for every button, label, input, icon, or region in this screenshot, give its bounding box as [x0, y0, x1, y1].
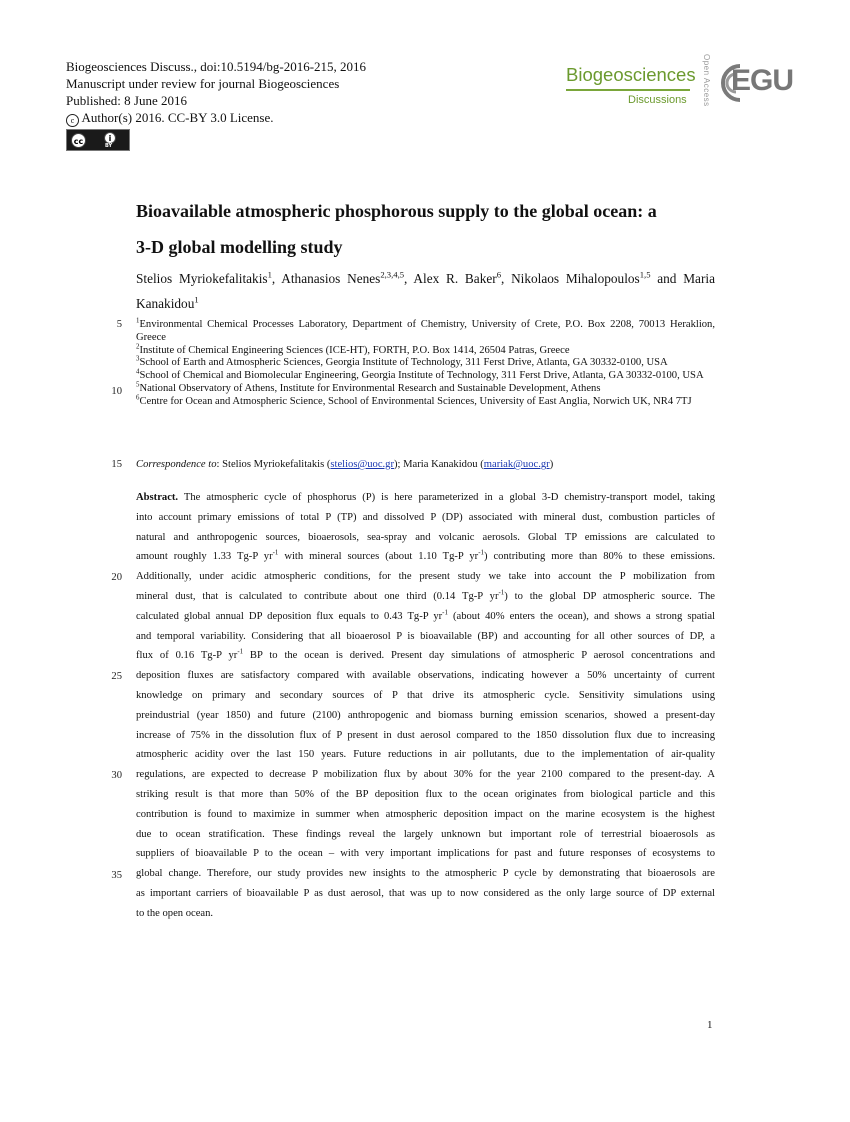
- abstract-line: increase of 75% in the dissolution flux of P present in dust aerosol compared to the 1850 dissolution flux due to increasing: [136, 729, 715, 741]
- email-link-myriokefalitakis[interactable]: stelios@uoc.gr: [330, 459, 395, 470]
- abstract-line: calculated global annual DP deposition flux equals to 0.43 Tg-P $yr^{-1}$ (about 40% enters the ocean), and shows a strong spatial: [136, 609, 715, 622]
- abstract-line: regulations, are expected to decrease P mobilization flux by about 30% for the year 2100 compared to the present-day. A: [136, 769, 715, 781]
- affiliation-number: 3: [136, 355, 140, 363]
- author-name: Maria Kanakidou: [136, 271, 715, 311]
- affiliation-item: [136, 396, 715, 409]
- abstract-line: due to ocean stratification. These findings reveal the largely unknown but important role of terrestrial bioaerosols as: [136, 828, 715, 840]
- correspondence: [136, 459, 715, 472]
- abstract-line: suppliers of bioavailable P to the ocean – with very important implications for past and future responses of ecosystems to: [136, 848, 715, 860]
- affiliation-text: School of Earth and Atmospheric Sciences, Georgia Institute of Technology, 311 Ferst Drive, Atlanta, GA 30332-0100, USA: [139, 357, 668, 369]
- abstract-line: striking result is that more than 50% of the BP deposition flux to the ocean originates from biological particle and this: [136, 788, 715, 800]
- by-label: BY: [105, 143, 113, 149]
- abstract-line: Additionally, under acidic atmospheric conditions, for the present study we take into account the P mobilization from: [136, 571, 715, 583]
- line-number-25: 25: [111, 671, 122, 682]
- affiliation-item: [136, 370, 715, 383]
- copyright-line: [66, 110, 274, 127]
- abstract-line: preindustrial (year 1850) and future (2100) anthropogenic and biomass burning emission scenarios, showed a present-day: [136, 709, 715, 721]
- superscript: -1: [498, 589, 505, 597]
- review-status: Manuscript under review for journal Biogeosciences: [66, 76, 340, 91]
- page-number: 1: [707, 1019, 713, 1031]
- abstract-line: natural and anthropogenic sources, bioaerosols, sea-spray and volcanic aerosols. Global TP emissions are calculated to: [136, 531, 715, 543]
- published-date: Published: 8 June 2016: [66, 93, 187, 108]
- affiliation-number: 2: [136, 343, 140, 351]
- author-name: Alex R. Baker: [413, 271, 497, 286]
- superscript: -1: [442, 609, 448, 617]
- abstract-line: global change. Therefore, our study provides new insights to the atmospheric P cycle by demonstrating that bioaerosols are: [136, 868, 715, 880]
- paper-title: [136, 193, 716, 265]
- abstract-line: as important carriers of bioavailable P as dust aerosol, that was up to now considered as the only large source of DP external: [136, 887, 715, 899]
- affiliation-item: [136, 357, 715, 370]
- journal-logo-subtitle: Discussions: [628, 94, 687, 106]
- abstract: [136, 488, 715, 924]
- abstract-line: and temporal variability. Considering that all bioaerosol P is bioavailable (BP) and accounting for all other sources of DP, a: [136, 630, 715, 642]
- cc-by-license-badge[interactable]: [66, 129, 130, 151]
- affiliation-number: 5: [136, 381, 140, 389]
- journal-logo-title: Biogeosciences: [566, 64, 696, 85]
- superscript: -1: [478, 549, 484, 557]
- affiliation-item: [136, 383, 715, 396]
- abstract-label: Abstract.: [136, 492, 179, 503]
- affiliation-text: Centre for Ocean and Atmospheric Science, School of Environmental Sciences, University of East Anglia, Norwich UK, NR4 7TJ: [139, 395, 692, 407]
- affiliation-number: 4: [136, 368, 140, 376]
- author-affiliation-marker: 1: [267, 269, 272, 280]
- affiliation-text: Environmental Chemical Processes Laboratory, Department of Chemistry, University of Crete, P.O. Box 2208, 70013 Heraklion, Greece: [136, 319, 715, 343]
- abstract-line: to the open ocean.: [136, 907, 214, 919]
- author-name: Stelios Myriokefalitakis: [136, 271, 268, 286]
- affiliation-text: National Observatory of Athens, Institute for Environmental Research and Sustainable Development, Athens: [139, 382, 601, 394]
- affiliation-item: [136, 345, 715, 358]
- affiliation-text: Institute of Chemical Engineering Sciences (ICE-HT), FORTH, P.O. Box 1414, 26504 Patras, Greece: [139, 344, 570, 356]
- abstract-line: Abstract. The atmospheric cycle of phosphorus (P) is here parameterized in a global 3-D chemistry-transport model, taking: [136, 492, 715, 503]
- abstract-line: atmospheric acidity over the last 150 years. Future reductions in air pollutants, due to the implementation of air-quality: [136, 749, 715, 761]
- affiliation-text: School of Chemical and Biomolecular Engineering, Georgia Institute of Technology, 311 Ferst Drive, Atlanta, GA 30332-0100, USA: [139, 370, 704, 382]
- correspondence-text: ); Maria Kanakidou (: [394, 459, 484, 470]
- correspondence-text: : Stelios Myriokefalitakis (: [216, 459, 331, 470]
- superscript: -1: [272, 549, 279, 557]
- egu-logo: [718, 60, 794, 106]
- author-name: Nikolaos Mihalopoulos: [511, 271, 640, 286]
- journal-citation: Biogeosciences Discuss., doi:10.5194/bg-2016-215, 2016: [66, 59, 367, 74]
- email-link-kanakidou[interactable]: mariak@uoc.gr: [483, 459, 550, 470]
- abstract-line: amount roughly 1.33 Tg-P $yr^{-1}$ with mineral sources (about 1.10 Tg-P $yr^{-1}$) contributing more than 80% to these emissions.: [136, 549, 715, 563]
- line-number-15: 15: [111, 459, 122, 470]
- paper-title-line-1: Bioavailable atmospheric phosphorous supply to the global ocean: a: [136, 201, 657, 221]
- affiliation-item: [136, 319, 715, 345]
- author-name: Athanasios Nenes: [281, 271, 381, 286]
- logo-divider: [566, 89, 690, 91]
- author-affiliation-marker: 1: [194, 294, 199, 305]
- copyright-icon: c: [66, 114, 79, 127]
- affiliation-number: 1: [136, 317, 140, 325]
- affiliation-number: 6: [136, 394, 140, 402]
- author-affiliation-marker: 1,5: [639, 269, 651, 280]
- line-number-5: 5: [116, 319, 122, 330]
- abstract-line: contribution is found to maximize in summer when atmospheric deposition impact on the marine ecosystem is the highest: [136, 808, 715, 820]
- line-number-35: 35: [111, 870, 122, 881]
- open-access-label: Open Access: [702, 54, 711, 107]
- paper-title-line-2: 3-D global modelling study: [136, 237, 343, 257]
- abstract-line: knowledge on primary and secondary sources of P that drive its atmospheric cycle. Sensitivity simulations using: [136, 689, 715, 701]
- correspondence-text: ): [549, 459, 554, 470]
- attribution-person-icon: i: [104, 132, 116, 144]
- copyright-text: Author(s) 2016. CC-BY 3.0 License.: [81, 110, 274, 125]
- correspondence-label: Correspondence to: [136, 459, 217, 470]
- egu-wordmark: EGU: [731, 64, 794, 97]
- author-affiliation-marker: 6: [496, 269, 501, 280]
- affiliation-list: [136, 319, 715, 409]
- author-affiliation-marker: 2,3,4,5: [380, 269, 405, 280]
- author-list: Stelios Myriokefalitakis$^1$, Athanasios Nenes$^{2,3,4,5}$, Alex R. Baker$^6$, Nikolaos Mihalopoulos$^{1,5}$ and Maria Kanakidou$^1$: [136, 269, 715, 311]
- line-number-10: 10: [111, 386, 122, 397]
- line-number-30: 30: [111, 770, 122, 781]
- superscript: -1: [237, 648, 244, 656]
- abstract-line: mineral dust, that is calculated to contribute about one third (0.14 Tg-P $yr^{-1}$) to the global DP atmospheric source. The: [136, 589, 715, 602]
- cc-icon: cc: [71, 133, 86, 148]
- line-number-20: 20: [111, 572, 122, 583]
- abstract-line: flux of 0.16 Tg-P $yr^{-1}$ BP to the ocean is derived. Present day simulations of atmospheric P aerosol concentrations and: [136, 648, 715, 662]
- abstract-line: deposition fluxes are satisfactory compared with available observations, indicating however a 50% uncertainty of current: [136, 670, 715, 682]
- abstract-line: into account primary emissions of total P (TP) and dissolved P (DP) associated with mineral dust, combustion particles of: [136, 511, 715, 523]
